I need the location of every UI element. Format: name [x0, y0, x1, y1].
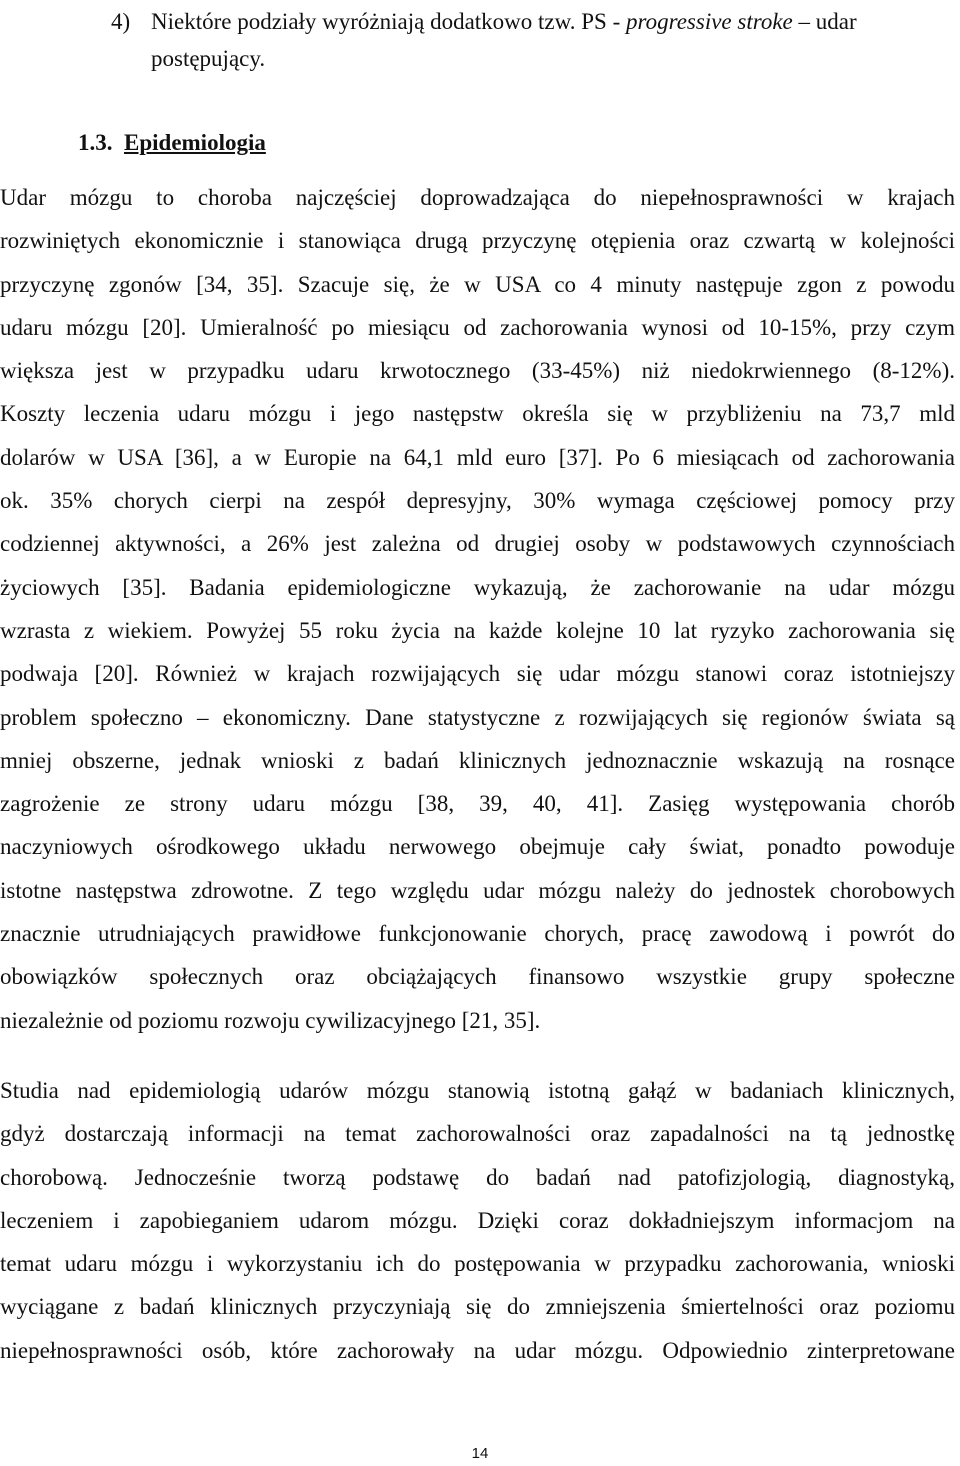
paragraph-line: Udar mózgu to choroba najczęściej doprowadzająca do niepełnosprawności w krajach	[0, 185, 955, 210]
paragraph-line: istotne następstwa zdrowotne. Z tego względu udar mózgu należy do jednostek chorobowych	[0, 877, 955, 903]
paragraph-line: temat udaru mózgu i wykorzystaniu ich do postępowania w przypadku zachorowania, wnioski	[0, 1251, 955, 1277]
paragraph-line: życiowych [35]. Badania epidemiologiczne wykazują, że zachorowanie na udar mózgu	[0, 574, 955, 600]
paragraph-line: większa jest w przypadku udaru krwotocznego (33-45%) niż niedokrwiennego (8-12%).	[0, 358, 955, 384]
section-title: Epidemiologia	[124, 130, 266, 155]
paragraph-line: podwaja [20]. Również w krajach rozwijających się udar mózgu stanowi coraz istotniejszy	[0, 661, 955, 687]
list-item-italic-term: progressive stroke	[626, 9, 793, 34]
paragraph-line: przyczynę zgonów [34, 35]. Szacuje się, że w USA co 4 minuty następuje zgon z powodu	[0, 271, 955, 297]
paragraph-line: naczyniowych ośrodkowego układu nerwowego obejmuje cały świat, ponadto powoduje	[0, 834, 955, 860]
paragraph-epidemiology	[0, 176, 955, 1042]
paragraph-line: Studia nad epidemiologią udarów mózgu stanowią istotną gałąź w badaniach klinicznych,	[0, 1078, 955, 1103]
paragraph-line: wyciągane z badań klinicznych przyczyniają się do zmniejszenia śmiertelności oraz poziomu	[0, 1294, 955, 1320]
paragraph-line: znacznie utrudniających prawidłowe funkcjonowanie chorych, pracę zawodową i powrót do	[0, 921, 955, 947]
paragraph-line: leczeniem i zapobieganiem udarom mózgu. Dzięki coraz dokładniejszym informacjom na	[0, 1207, 955, 1233]
paragraph-line: codziennej aktywności, a 26% jest zależna od drugiej osoby w podstawowych czynnościach	[0, 531, 955, 557]
paragraph-clinical-studies	[0, 1069, 955, 1372]
paragraph-line: mniej obszerne, jednak wnioski z badań klinicznych jednoznacznie wskazują na rosnące	[0, 747, 955, 773]
paragraph-line: wzrasta z wiekiem. Powyżej 55 roku życia na każde kolejne 10 lat ryzyko zachorowania się	[0, 617, 955, 643]
paragraph-line: chorobową. Jednocześnie tworzą podstawę do badań nad patofizjologią, diagnostyką,	[0, 1164, 955, 1190]
section-number: 1.3.	[78, 130, 113, 155]
paragraph-line: obowiązków społecznych oraz obciążających finansowo wszystkie grupy społeczne	[0, 964, 955, 990]
section-heading	[78, 121, 266, 164]
paragraph-line: ok. 35% chorych cierpi na zespół depresyjny, 30% wymaga częściowej pomocy przy	[0, 488, 955, 514]
page-number: 14	[471, 1445, 489, 1462]
paragraph-line: gdyż dostarczają informacji na temat zachorowalności oraz zapadalności na tą jednostkę	[0, 1121, 955, 1147]
list-item-text-suffix: – udar	[792, 9, 857, 34]
paragraph-line: Koszty leczenia udaru mózgu i jego następstw określa się w przybliżeniu na 73,7 mld	[0, 401, 955, 427]
paragraph-line: zagrożenie ze strony udaru mózgu [38, 39, 40, 41]. Zasięg występowania chorób	[0, 791, 955, 817]
paragraph-line: niezależnie od poziomu rozwoju cywilizacyjnego [21, 35].	[0, 1007, 541, 1033]
list-item-text-prefix: Niektóre podziały wyróżniają dodatkowo tzw. PS -	[151, 9, 627, 34]
list-item-number: 4)	[111, 9, 131, 34]
paragraph-line: rozwiniętych ekonomicznie i stanowiąca drugą przyczynę otępienia oraz czwartą w kolejności	[0, 228, 955, 254]
paragraph-line: niepełnosprawności osób, które zachorowały na udar mózgu. Odpowiednio zinterpretowane	[0, 1337, 955, 1363]
paragraph-line: dolarów w USA [36], a w Europie na 64,1 mld euro [37]. Po 6 miesiącach od zachorowania	[0, 444, 955, 470]
list-item-text-line-2: postępujący.	[151, 46, 266, 71]
paragraph-line: udaru mózgu [20]. Umieralność po miesiącu od zachorowania wynosi od 10-15%, przy czym	[0, 314, 955, 340]
paragraph-line: problem społeczno – ekonomiczny. Dane statystyczne z rozwijających się regionów świata są	[0, 704, 955, 730]
